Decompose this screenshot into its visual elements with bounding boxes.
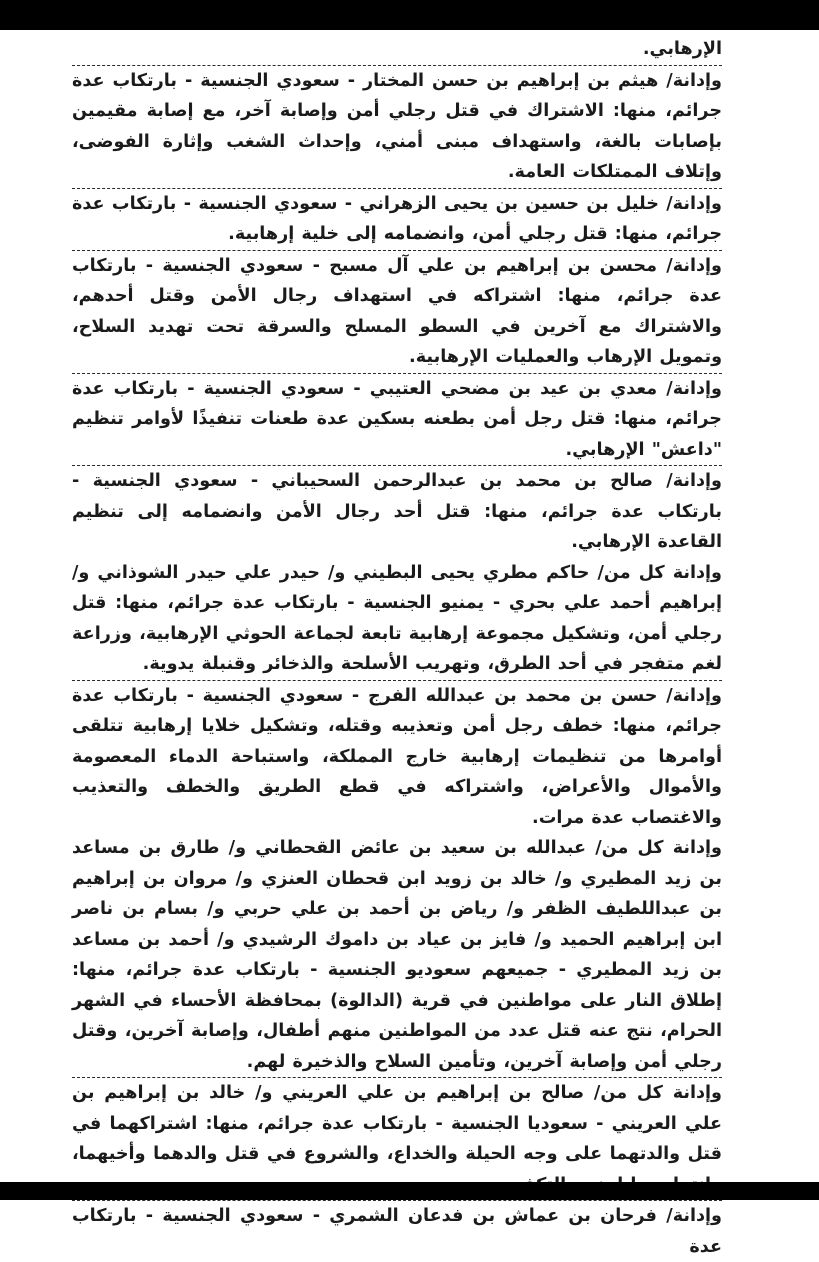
paragraph-2: وإدانة/ خليل بن حسين بن يحيى الزهراني - سعودي الجنسية - بارتكاب عدة جرائم، منها: قتل رجلي أمن، وانضمامه إلى خلية إرهابية.: [72, 193, 722, 244]
top-black-bar: [0, 0, 819, 30]
bottom-black-bar: [0, 1182, 819, 1200]
paragraph-8: وإدانة كل من/ عبدالله بن سعيد بن عائض القحطاني و/ طارق بن مساعد بن زيد المطيري و/ خالد بن زويد ابن قحطان العنزي و/ مروان بن إبراهيم بن عبداللطيف الظفر و/ رياض بن أحمد بن علي حربي و/ بسام بن ناصر ابن إبراهيم الحميد و/ فايز بن عياد بن داموك الرشيدي و/ أحمد بن مساعد بن زيد المطيري - جميعهم سعوديو الجنسية - بارتكاب عدة جرائم، منها: إطلاق النار على مواطنين في قرية (الدالوة) بمحافظة الأحساء في الشهر الحرام، نتج عنه قتل عدد من المواطنين منهم أطفال، وإصابة آخرين، وقتل رجلي أمن وإصابة آخرين، وتأمين السلاح والذخيرة لهم.: [72, 838, 722, 1072]
paragraph-5: وإدانة/ صالح بن محمد بن عبدالرحمن السحيباني - سعودي الجنسية - بارتكاب عدة جرائم، منها: قتل أحد رجال الأمن وانضمامه إلى تنظيم القاعدة الإرهابي.: [72, 471, 722, 552]
paragraph-6: وإدانة كل من/ حاكم مطري يحيى البطيني و/ حيدر علي حيدر الشوذاني و/ إبراهيم أحمد علي بحري - يمنيو الجنسية - بارتكاب عدة جرائم، منها: قتل رجلي أمن، وتشكيل مجموعة إرهابية تابعة لجماعة الحوثي الإرهابية، وزراعة لغم متفجر في أحد الطرق، وتهريب الأسلحة والذخائر وقنبلة يدوية.: [72, 562, 722, 674]
paragraph-0: الإرهابي.: [642, 39, 722, 59]
paragraph-4: وإدانة/ معدي بن عيد بن مضحي العتيبي - سعودي الجنسية - بارتكاب عدة جرائم، منها: قتل رجل أمن بطعنه بسكين عدة طعنات تنفيذًا لأوامر تنظيم "داعش" الإرهابي.: [72, 378, 722, 460]
paragraph-1: وإدانة/ هيثم بن إبراهيم بن حسن المختار - سعودي الجنسية - بارتكاب عدة جرائم، منها: الاشتراك في قتل رجلي أمن وإصابة آخر، مع إصابة مقيمين بإصابات بالغة، واستهداف مبنى أمني، وإحداث الشغب وإثارة الفوضى، وإتلاف الممتلكات العامة.: [72, 70, 722, 182]
paragraph-10: وإدانة/ فرحان بن عماش بن فدعان الشمري - سعودي الجنسية - بارتكاب عدة: [72, 1206, 722, 1257]
paragraph-7: وإدانة/ حسن بن محمد بن عبدالله الفرج - سعودي الجنسية - بارتكاب عدة جرائم، منها: خطف رجل أمن وتعذيبه وقتله، وتشكيل خلايا إرهابية تتلقى أوامرها من تنظيمات إرهابية خارج المملكة، واستباحة الدماء المعصومة والأموال والأعراض، واشتراكه في قطع الطريق والخطف والتعذيب والاغتصاب عدة مرات.: [72, 685, 722, 828]
paragraph-3: وإدانة/ محسن بن إبراهيم بن علي آل مسبح - سعودي الجنسية - بارتكاب عدة جرائم، منها: اشتراكه في استهداف رجال الأمن وقتل أحدهم، والاشتراك مع آخرين في السطو المسلح والسرقة تحت تهديد السلاح، وتمويل الإرهاب والعمليات الإرهابية.: [72, 255, 722, 367]
document-body: [72, 34, 722, 1257]
paragraph-9: وإدانة كل من/ صالح بن إبراهيم بن علي العريني و/ خالد بن إبراهيم بن علي العريني - سعوديا الجنسية - بارتكاب عدة جرائم، منها: اشتراكهما في قتل والدتهما على وجه الحيلة والخداع، والشروع في قتل والدهما وأخيهما،: [72, 1083, 722, 1164]
